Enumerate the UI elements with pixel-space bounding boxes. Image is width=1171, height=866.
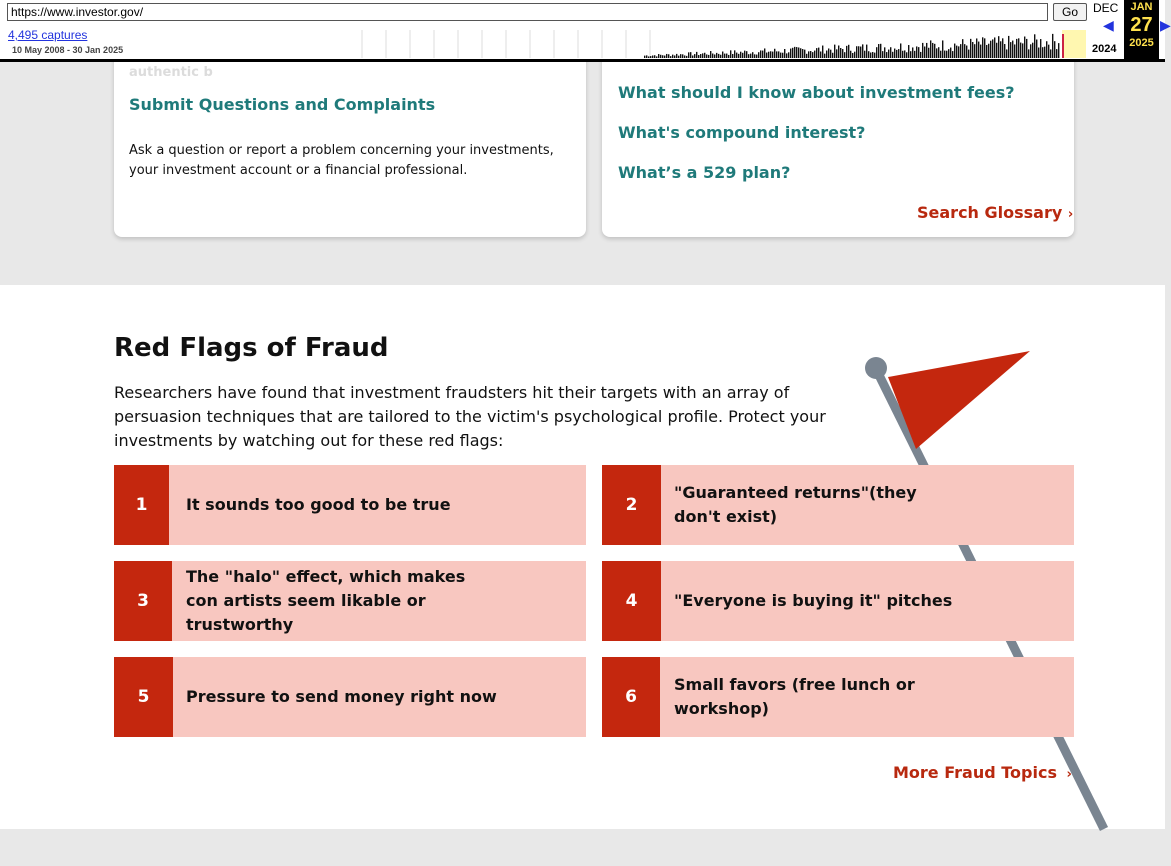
red-flag-text: Small favors (free lunch or workshop) [674,675,915,718]
red-flag-item [114,561,586,641]
red-flag-number: 2 [602,465,661,545]
red-flags-intro: Researchers have found that investment fraudsters hit their targets with an array of persuasion techniques that are tailored to the victim's psychological profile. Protect your investments by watching out for these red flags: [114,383,826,450]
red-flag-number: 5 [114,657,173,737]
red-flag-item [602,561,1074,641]
red-flag-text: Pressure to send money right now [186,687,497,706]
submit-questions-heading[interactable]: Submit Questions and Complaints [129,95,436,114]
card-faded-text: authentic b [129,65,213,80]
wayback-current-year: 2025 [1129,37,1154,49]
wayback-url-input[interactable]: https://www.investor.gov/ [7,3,1048,21]
red-flag-text: The "halo" effect, which makes con artists seem likable or trustworthy [186,567,466,634]
wayback-toolbar [0,0,1171,62]
red-flag-text: It sounds too good to be true [186,495,451,514]
red-flags-section [0,285,1165,829]
faq-link-compound-interest[interactable]: What's compound interest? [618,123,866,142]
red-flag-item [602,657,1074,737]
chevron-right-icon: › [1067,207,1074,222]
wayback-current-day: 27 [1130,14,1153,36]
submit-questions-description: Ask a question or report a problem concerning your investments, your investment account or a financial professional. [129,143,554,178]
wayback-next-arrow-icon[interactable]: ▶ [1160,18,1171,34]
red-flag-text: "Guaranteed returns"(they don't exist) [674,483,917,526]
more-fraud-topics-link[interactable] [893,763,1072,782]
wayback-prev-arrow-icon[interactable]: ◀ [1103,18,1114,34]
wayback-go-button[interactable]: Go [1053,3,1087,21]
red-flag-number: 1 [114,465,169,545]
red-flag-text: "Everyone is buying it" pitches [674,591,953,610]
faq-link-investment-fees[interactable]: What should I know about investment fees? [618,83,1015,102]
red-flags-title: Red Flags of Fraud [114,333,389,363]
wayback-prev-year[interactable]: 2024 [1092,43,1117,55]
more-fraud-topics-label: More Fraud Topics [893,763,1057,782]
search-glossary-link[interactable] [917,203,1073,222]
chevron-right-icon: › [1066,767,1072,782]
wayback-capture-histogram[interactable] [338,28,1090,58]
search-glossary-label: Search Glossary [917,203,1063,222]
faq-link-529-plan[interactable]: What’s a 529 plan? [618,163,791,182]
red-flag-item [114,657,586,737]
red-flag-item [114,465,586,545]
red-flag-number: 3 [114,561,172,641]
wayback-current-month: JAN [1130,1,1153,13]
red-flag-number: 6 [602,657,660,737]
wayback-prev-month[interactable]: DEC [1093,1,1119,15]
red-flag-item [602,465,1074,545]
wayback-current-date [1124,0,1159,59]
wayback-captures-link[interactable]: 4,495 captures [8,28,88,42]
wayback-date-range: 10 May 2008 - 30 Jan 2025 [12,45,124,55]
red-flag-number: 4 [602,561,661,641]
